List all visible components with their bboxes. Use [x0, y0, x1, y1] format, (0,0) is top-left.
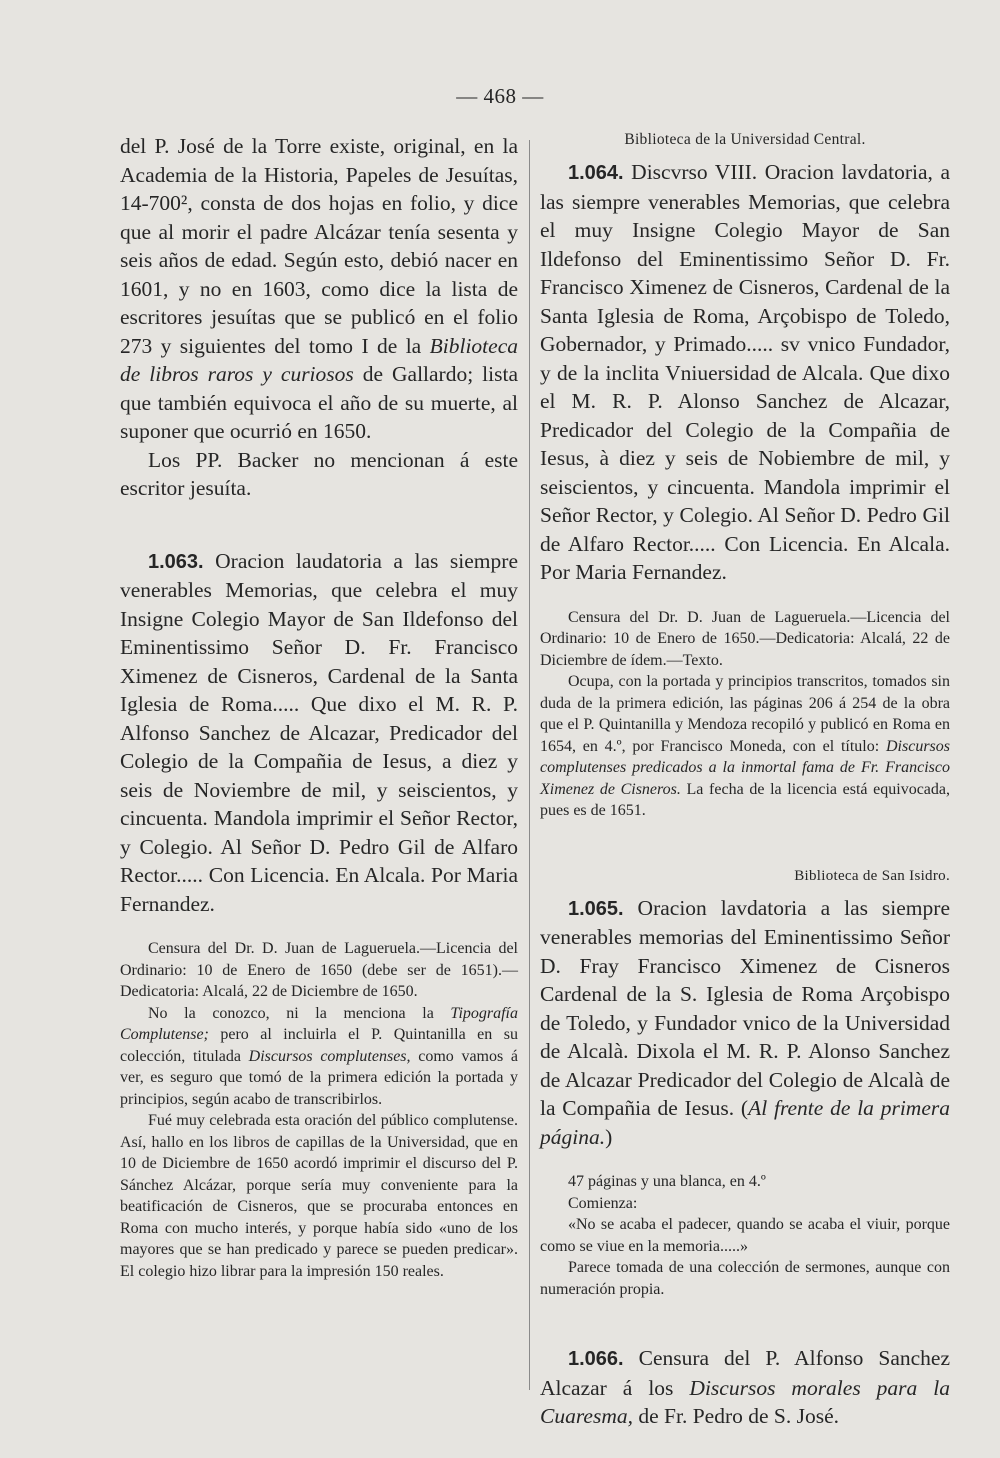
page-number: — 468 —	[456, 84, 544, 108]
entry-1063: 1.063. Oracion laudatoria a las siempre venerables Memorias, que celebra el muy Insigne Colegio Mayor de San Ildefonso del Eminentissimo Señor D. Fr. Francisco Ximenez de Cisneros, Cardenal de la Santa Iglesia de Roma..... Que dixo el M. R. P. Alfonso Sanchez de Alcazar, Predicador del Colegio de la Compañia de Iesus, a diez y seis de Noviembre de mil, y seiscientos, y cincuenta. Mandola imprimir el Señor Rector, y Colegio. Al Señor D. Pedro Gil de Alfaro Rector..... Con Licencia. En Alcala. Por Maria Fernandez.	[120, 548, 518, 916]
entry-1065-note-parece: Parece tomada de una colección de sermones, aunque con numeración propia.	[540, 1259, 950, 1298]
source-library-san-isidro: Biblioteca de San Isidro.	[794, 867, 950, 884]
backer-paragraph: Los PP. Backer no mencionan á este escritor jesuíta.	[120, 447, 518, 500]
source-library-central: Biblioteca de la Universidad Central.	[624, 131, 866, 148]
entry-1064: 1.064. Discvrso VIII. Oracion lavdatoria, a las siempre venerables Memorias, que celebra el muy Insigne Colegio Mayor de San Ildefonso del Eminentissimo Señor D. Fr. Francisco Ximenez de Cisneros, Cardenal de la Santa Iglesia de Roma, Arçobispo de Toledo, Gobernador, y Primado..... sv vnico Fundador, y de la inclita Vniuersidad de Alcala. Que dixo el M. R. P. Alonso Sanchez de Alcazar, Predicador del Colegio de la Compañia de Iesus, à diez y seis de Nobiembre de mil, y seiscientos, y cincuenta. Mandola imprimir el Señor Rector, y Colegio. Al Señor D. Pedro Gil de Alfaro Rector..... Con Licencia. En Alcala. Por Maria Fernandez.	[540, 160, 950, 584]
right-column	[540, 130, 950, 1431]
entry-1065-note-comienza: Comienza:	[568, 1194, 638, 1212]
entry-number: 1.064.	[568, 162, 624, 184]
entry-1064-note-censura: Censura del Dr. D. Juan de Lagueruela.—Licencia del Ordinario: 10 de Enero de 1650.—Dedicatoria: Alcalá, 22 de Diciembre de ídem.—Texto.	[540, 608, 950, 669]
entry-1064-note-ocupa: Ocupa, con la portada y principios transcritos, tomados sin duda de la primera edición, las páginas 206 á 254 de la obra que el P. Quintanilla y Mendoza recopiló y publicó en Roma en 1654, en 4.º, por Francisco Moneda, con el título: Discursos complutenses predicados a la inmortal fama de Fr. Francisco Ximenez de Cisneros. La fecha de la licencia está equivocada, pues es de 1651.	[540, 673, 950, 819]
column-divider	[529, 140, 530, 1390]
entry-number: 1.063.	[148, 550, 204, 573]
entry-number: 1.065.	[568, 897, 624, 920]
entry-1065-note-quote: «No se acaba el padecer, quando se acaba el viuir, porque como se viue en la memoria.....»	[540, 1216, 950, 1255]
left-column	[120, 132, 518, 1282]
entry-1065: 1.065. Oracion lavdatoria a las siempre venerables memorias del Eminentissimo Señor D. Fray Francisco Ximenez de Cisneros Cardenal de la S. Iglesia de Roma Arçobispo de Toledo, y Fundador vnico de la Universidad de Alcalà. Dixola el M. R. P. Alonso Sanchez de Alcazar Predicador del Colegio de Alcalà de la Compañia de Iesus. (Al frente de la primera página.)	[540, 895, 950, 1149]
continuation-paragraph: del P. José de la Torre existe, original, en la Academia de la Historia, Papeles de Jesuítas, 14-700², consta de dos hojas en folio, y dice que al morir el padre Alcázar tenía sesenta y seis años de edad. Según esto, debió nacer en 1601, y no en 1603, como dice la lista de escritores jesuítas que se publicó en el folio 273 y siguientes del tomo I de la Biblioteca de libros raros y curiosos de Gallardo; lista que también equivoca el año de su muerte, al suponer que ocurrió en 1650.	[120, 134, 518, 443]
entry-1063-note-coleccion: No la conozco, ni la menciona la Tipografía Complutense; pero al incluirla el P. Quintanilla en su colección, titulada Discursos complutenses, como vamos á ver, es seguro que tomó de la primera edición la portada y principios, según acabo de transcribirlos.	[120, 1004, 518, 1108]
entry-1063-note-complutense: Fué muy celebrada esta oración del público complutense. Así, hallo en los libros de capillas de la Universidad, que en 10 de Diciembre de 1650 acordó imprimir el discurso del P. Sánchez Alcázar, porque sería muy conveniente para la beatificación de Cisneros, que se procuraba entonces en Roma con mucho interés, y porque había sido «uno de los mayores que se han predicado y parece se pueden predicar». El colegio hizo librar para la impresión 150 reales.	[120, 1112, 518, 1280]
entry-1065-note-paginas: 47 páginas y una blanca, en 4.º	[568, 1173, 766, 1190]
entry-1066: 1.066. Censura del P. Alfonso Sanchez Alcazar á los Discursos morales para la Cuaresma, de Fr. Pedro de S. José.	[540, 1346, 950, 1428]
entry-1063-note-censura: Censura del Dr. D. Juan de Lagueruela.—Licencia del Ordinario: 10 de Enero de 1650 (debe ser de 1651).—Dedicatoria: Alcalá, 22 de Diciembre de 1650.	[120, 940, 518, 1000]
entry-number: 1.066.	[568, 1348, 624, 1370]
